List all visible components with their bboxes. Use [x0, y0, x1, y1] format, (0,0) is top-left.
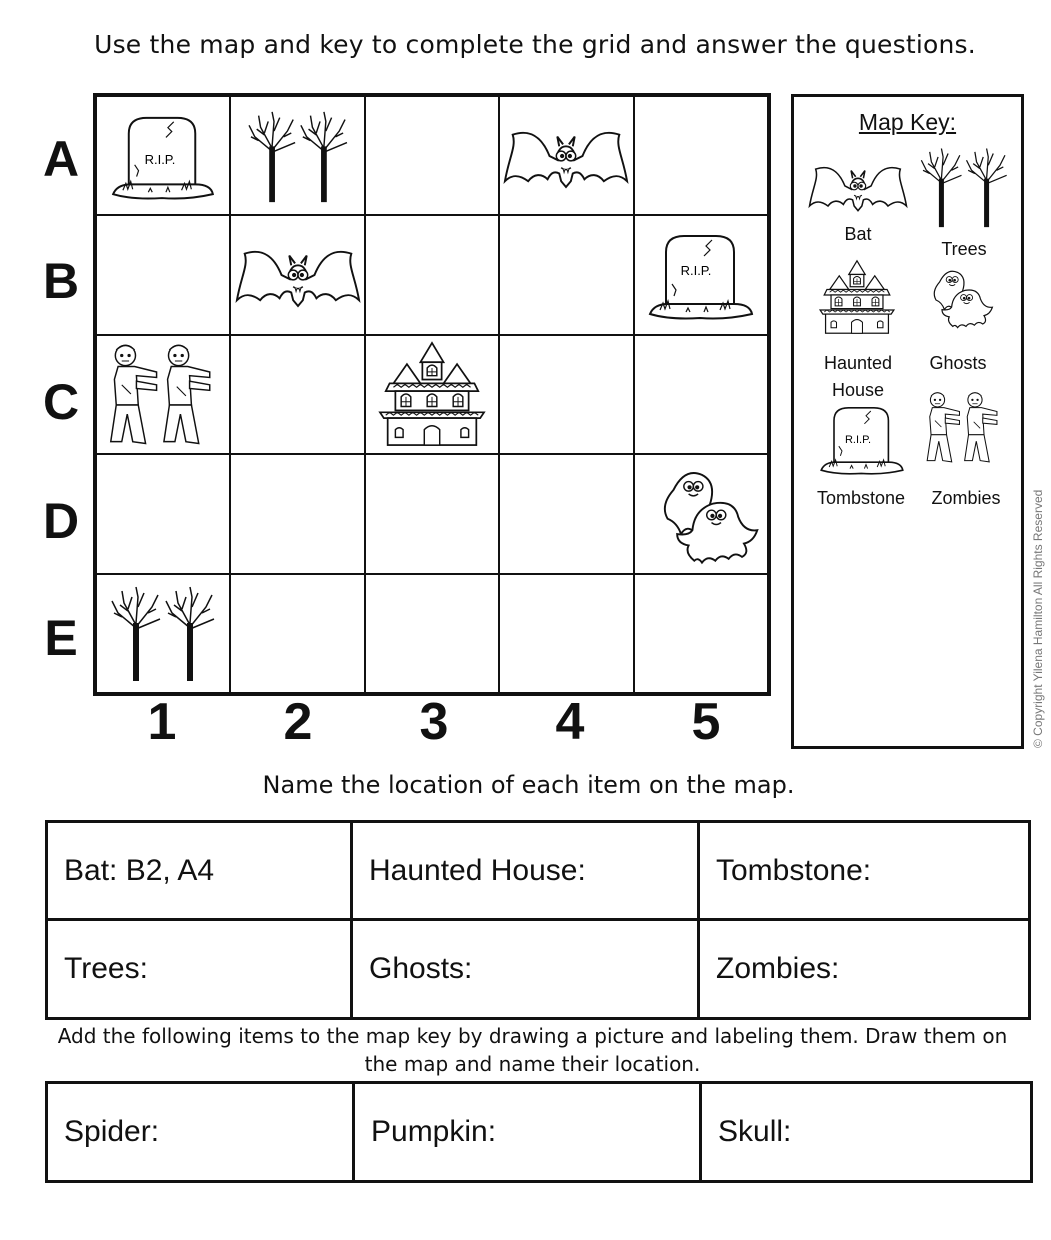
cell-b3[interactable]	[365, 215, 499, 334]
cell-d5[interactable]	[634, 454, 768, 573]
key-label-bat: Bat	[844, 224, 872, 244]
column-label-5: 5	[691, 693, 721, 751]
row-label-a: A	[42, 131, 80, 187]
cell-b4[interactable]	[499, 215, 633, 334]
copyright-notice: © Copyright Yilena Hamilton All Rights Reserved	[1031, 489, 1045, 748]
trees-icon	[243, 108, 353, 204]
row-label-c: C	[42, 374, 80, 430]
trees-icon	[107, 583, 219, 683]
tombstone-icon	[646, 227, 756, 323]
cell-c4[interactable]	[499, 335, 633, 454]
zombies-icon	[103, 339, 223, 449]
cell-e4[interactable]	[499, 574, 633, 693]
row-label-b: B	[42, 253, 80, 309]
answer-bat[interactable]: Bat: B2, A4	[47, 822, 352, 920]
cell-a2[interactable]	[230, 96, 364, 215]
key-label-house-line1: Haunted	[823, 353, 893, 373]
key-label-house-line2: House	[831, 380, 885, 400]
row-label-d: D	[42, 493, 80, 549]
cell-e1[interactable]	[96, 574, 230, 693]
cell-a1[interactable]	[96, 96, 230, 215]
bat-icon	[808, 155, 908, 217]
row-label-e: E	[44, 610, 78, 666]
answer-haunted-house[interactable]: Haunted House:	[352, 822, 699, 920]
cell-c1[interactable]	[96, 335, 230, 454]
tombstone-rip-text: R.I.P.	[844, 434, 872, 446]
bat-icon	[503, 117, 629, 195]
cell-d1[interactable]	[96, 454, 230, 573]
map-key-title: Map Key:	[858, 109, 957, 135]
cell-d3[interactable]	[365, 454, 499, 573]
cell-d4[interactable]	[499, 454, 633, 573]
answer-zombies[interactable]: Zombies:	[699, 920, 1030, 1019]
map-grid	[93, 93, 771, 696]
tombstone-icon	[108, 112, 218, 200]
cell-e5[interactable]	[634, 574, 768, 693]
tombstone-rip-text: R.I.P.	[144, 151, 176, 167]
zombies-icon	[922, 385, 1006, 469]
haunted-house-icon	[816, 257, 898, 337]
section-subtitle: Name the location of each item on the map.	[262, 771, 795, 799]
column-label-1: 1	[147, 693, 177, 751]
key-label-zombies: Zombies	[931, 488, 1001, 508]
haunted-house-icon	[374, 341, 490, 447]
answer-trees[interactable]: Trees:	[47, 920, 352, 1019]
cell-a4[interactable]	[499, 96, 633, 215]
column-label-2: 2	[283, 693, 313, 751]
cell-c2[interactable]	[230, 335, 364, 454]
key-label-trees: Trees	[941, 239, 987, 259]
bat-icon	[235, 227, 361, 323]
ghosts-icon	[639, 461, 763, 567]
trees-icon	[918, 145, 1010, 229]
cell-b5[interactable]	[634, 215, 768, 334]
key-label-ghosts: Ghosts	[929, 353, 987, 373]
column-label-3: 3	[419, 693, 449, 751]
cell-d2[interactable]	[230, 454, 364, 573]
cell-b1[interactable]	[96, 215, 230, 334]
cell-a5[interactable]	[634, 96, 768, 215]
map-key	[791, 94, 1024, 749]
drawing-instructions: Add the following items to the map key by drawing a picture and labeling them. Draw them on the map and name their location.	[57, 1024, 1008, 1076]
cell-e3[interactable]	[365, 574, 499, 693]
additions-table	[45, 1081, 1033, 1183]
ghosts-icon	[918, 261, 996, 333]
answer-tombstone[interactable]: Tombstone:	[699, 822, 1030, 920]
addition-spider[interactable]: Spider:	[47, 1083, 354, 1182]
cell-a3[interactable]	[365, 96, 499, 215]
addition-skull[interactable]: Skull:	[701, 1083, 1032, 1182]
answer-ghosts[interactable]: Ghosts:	[352, 920, 699, 1019]
addition-pumpkin[interactable]: Pumpkin:	[354, 1083, 701, 1182]
column-label-4: 4	[555, 693, 585, 751]
cell-c3[interactable]	[365, 335, 499, 454]
worksheet-title: Use the map and key to complete the grid and answer the questions.	[94, 30, 976, 59]
cell-c5[interactable]	[634, 335, 768, 454]
answer-table	[45, 820, 1031, 1020]
tombstone-rip-text: R.I.P.	[680, 263, 712, 279]
tombstone-icon	[818, 403, 906, 475]
cell-e2[interactable]	[230, 574, 364, 693]
key-label-tombstone: Tombstone	[816, 488, 906, 508]
cell-b2[interactable]	[230, 215, 364, 334]
